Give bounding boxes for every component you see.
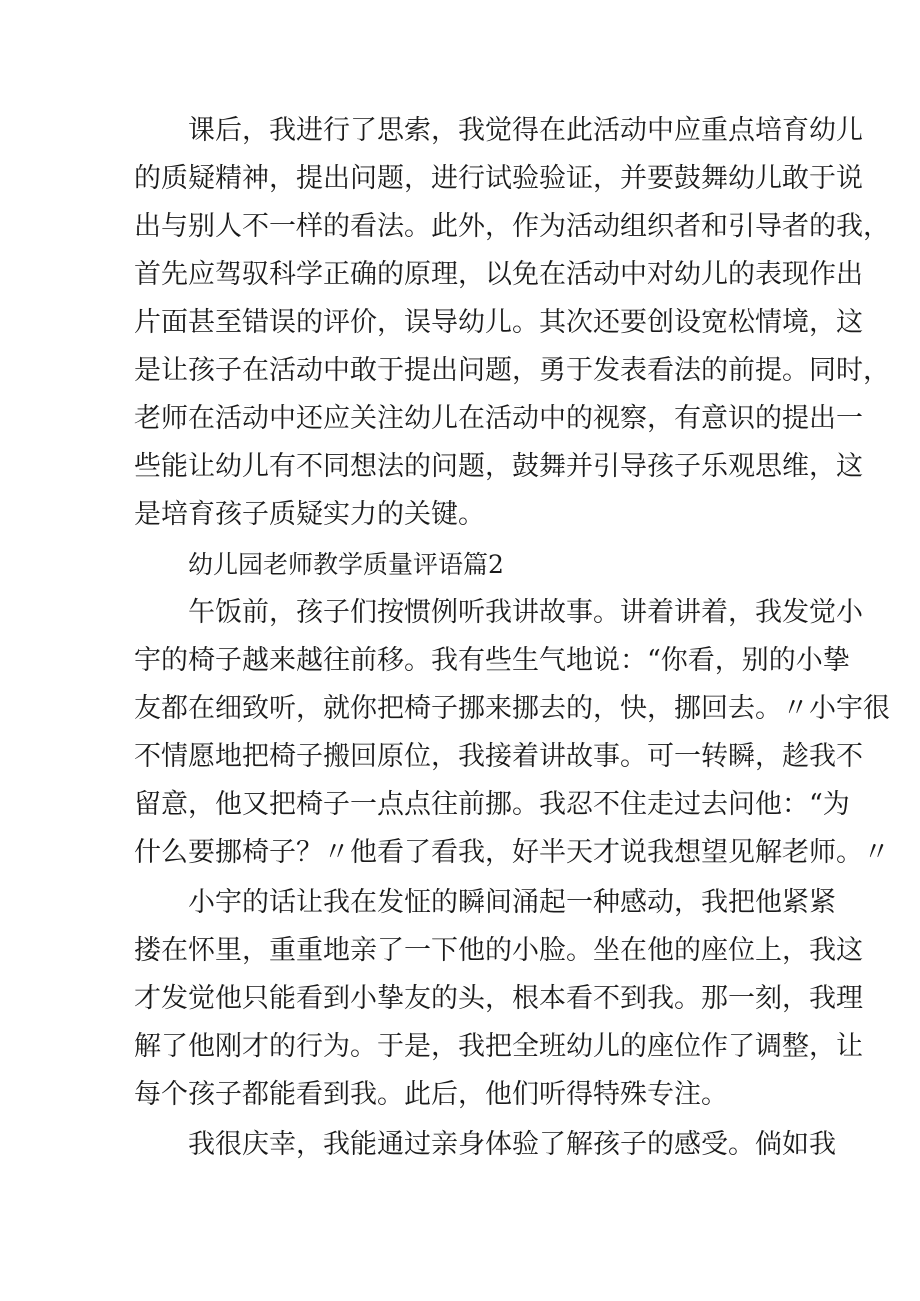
text-line: 才发觉他只能看到小挚友的头，根本看不到我。那一刻，我理 (134, 983, 863, 1014)
text-line: 老师在活动中还应关注幼儿在活动中的视察，有意识的提出一 (134, 403, 863, 434)
text-line: 每个孩子都能看到我。此后，他们听得特殊专注。 (134, 1079, 728, 1110)
text-line: 留意，他又把椅子一点点往前挪。我忍不住走过去问他：“为 (134, 789, 850, 820)
text-line: 些能让幼儿有不同想法的问题，鼓舞并引导孩子乐观思维，这 (134, 451, 863, 482)
text-line: 出与别人不一样的看法。此外，作为活动组织者和引导者的我， (134, 211, 890, 242)
text-line: 片面甚至错误的评价，误导幼儿。其次还要创设宽松情境，这 (134, 307, 863, 338)
section-heading: 幼儿园老师教学质量评语篇2 (188, 550, 504, 579)
text-line: 不情愿地把椅子搬回原位，我接着讲故事。可一转瞬，趁我不 (134, 741, 863, 772)
text-line: 的质疑精神，提出问题，进行试验验证，并要鼓舞幼儿敢于说 (134, 163, 863, 194)
text-line: 是培育孩子质疑实力的关键。 (134, 499, 485, 530)
text-line: 是让孩子在活动中敢于提出问题，勇于发表看法的前提。同时， (134, 355, 890, 386)
text-line: 搂在怀里，重重地亲了一下他的小脸。坐在他的座位上，我这 (134, 935, 863, 966)
text-line: 解了他刚才的行为。于是，我把全班幼儿的座位作了调整，让 (134, 1031, 863, 1062)
text-line: 首先应驾驭科学正确的原理，以免在活动中对幼儿的表现作出 (134, 259, 863, 290)
text-line: 课后，我进行了思索，我觉得在此活动中应重点培育幼儿 (188, 115, 863, 146)
text-line: 宇的椅子越来越往前移。我有些生气地说：“你看，别的小挚 (134, 645, 850, 676)
text-line: 什么要挪椅子？〃他看了看我，好半天才说我想望见解老师。〃 (134, 837, 890, 868)
text-line: 友都在细致听，就你把椅子挪来挪去的，快，挪回去。〃小宇很 (134, 693, 890, 724)
text-line: 我很庆幸，我能通过亲身体验了解孩子的感受。倘如我 (188, 1129, 836, 1160)
text-line: 午饭前，孩子们按惯例听我讲故事。讲着讲着，我发觉小 (188, 597, 863, 628)
text-line: 小宇的话让我在发怔的瞬间涌起一种感动，我把他紧紧 (188, 887, 836, 918)
